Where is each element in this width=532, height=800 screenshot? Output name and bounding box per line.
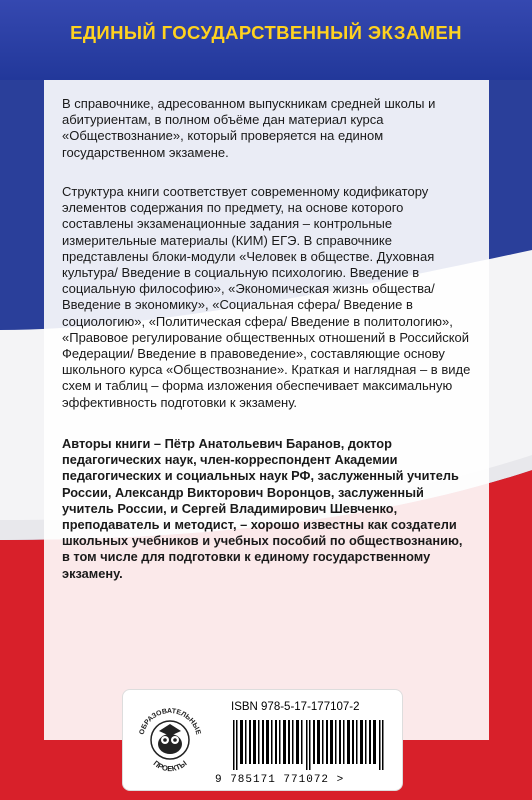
header-title: ЕДИНЫЙ ГОСУДАРСТВЕННЫЙ ЭКЗАМЕН — [70, 22, 462, 43]
authors-paragraph: Авторы книги – Пётр Анатольевич Баранов, доктор педагогических наук, член-корреспондент Академии педагогических и социальных наук РФ, заслуженный учитель России, Александр Викторович Воронцов, заслуженный учитель России, и Сергей Владимирович Шевченко, преподаватель и методист, – хорошо известны как создатели школьных учебников и учебных пособий по обществознанию, в том числе для подготовки к единому государственному экзамену. — [62, 436, 463, 581]
svg-text:ОБРАЗОВАТЕЛЬНЫЕ: ОБРАЗОВАТЕЛЬНЫЕ — [138, 707, 202, 736]
annotation-paragraph-1: В справочнике, адресованном выпускникам средней школы и абитуриентам, в полном объёме дан материал курса «Обществознание», который проверяется на едином государственном экзамене. — [62, 96, 436, 160]
header-band — [0, 0, 532, 80]
isbn-label: ISBN 978-5-17-177107-2 — [231, 701, 360, 713]
barcode-panel — [122, 689, 403, 791]
publisher-logo-icon — [135, 698, 205, 782]
svg-text:ПРОЕКТЫ: ПРОЕКТЫ — [151, 758, 189, 774]
barcode-digits: 9 785171 771072 > — [215, 774, 345, 786]
annotation-paragraph-2: Структура книги соответствует современному кодификатору элементов содержания по предмету, на основе которого составлены экзаменационные задания – контрольные измерительные материалы (КИМ) ЕГЭ. В справочнике представлены блоки-модули «Человек в обществе. Духовная культура/ Введение в социальную психологию. Введение в социальную философию», «Экономическая жизнь общества/ Введение в экономику», «Социальная сфера/ Введение в социологию», «Политическая сфера/ Введение в политологию», «Правовое регулирование общественных отношений в Российской Федерации/ Введение в правоведение», составляющие основу школьного курса «Обществознание». Краткая и наглядная – в виде схем и таблиц – форма изложения обеспечивает максимальную эффективность подготовки к экзамену. — [62, 184, 471, 410]
barcode-icon — [233, 720, 385, 770]
